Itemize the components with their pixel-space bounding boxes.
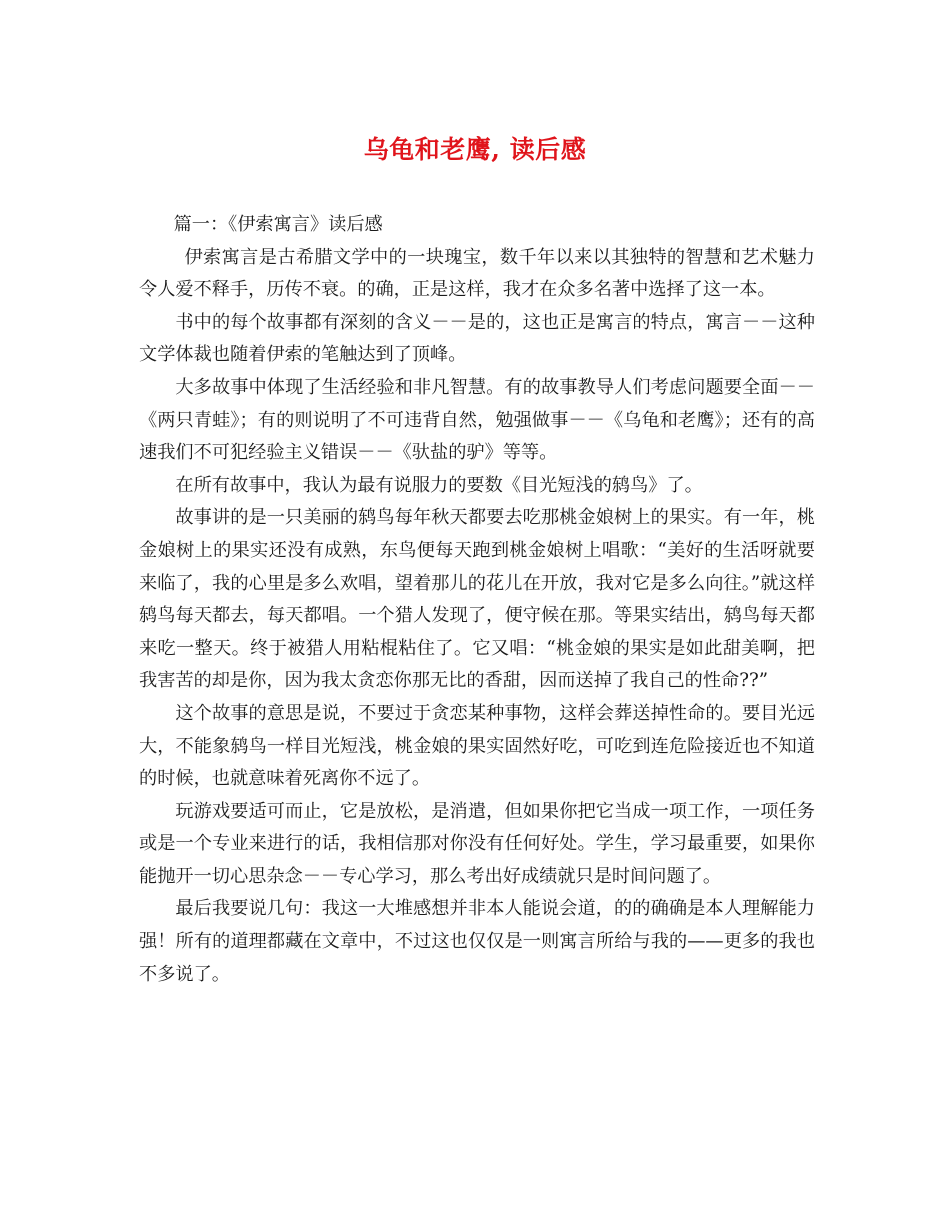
paragraph-1: 伊索寓言是古希腊文学中的一块瑰宝，数千年以来以其独特的智慧和艺术魅力令人爱不释手，历传不衰。的确，正是这样，我才在众多名著中选择了这一本。 (139, 246, 815, 301)
paragraph-8: 最后我要说几句：我这一大堆感想并非本人能说会道，的的确确是本人理解能力强！所有的道理都藏在文章中，不过这也仅仅是一则寓言所给与我的——更多的我也不多说了。 (139, 898, 815, 985)
document-body (139, 209, 815, 991)
paragraph-6: 这个故事的意思是说，不要过于贪恋某种事物，这样会葬送掉性命的。要目光远大，不能象鸫鸟一样目光短浅，桃金娘的果实固然好吃，可吃到连危险接近也不知道的时候，也就意味着死离你不远了。 (139, 702, 815, 790)
paragraph-5: 故事讲的是一只美丽的鸫鸟每年秋天都要去吃那桃金娘树上的果实。有一年，桃金娘树上的果实还没有成熟，东鸟便每天跑到桃金娘树上唱歌：“美好的生活呀就要来临了，我的心里是多么欢唱，望着那儿的花儿在开放，我对它是多么向往。”就这样鸫鸟每天都去，每天都唱。一个猎人发现了，便守候在那。等果实结出，鸫鸟每天都来吃一整天。终于被猎人用粘棍粘住了。它又唱：“桃金娘的果实是如此甜美啊，把我害苦的却是你，因为我太贪恋你那无比的香甜，因而送掉了我自己的性命??” (139, 507, 815, 692)
paragraph-4: 在所有故事中，我认为最有说服力的要数《目光短浅的鸫鸟》了。 (175, 474, 703, 496)
paragraph-7: 玩游戏要适可而止，它是放松，是消遣，但如果你把它当成一项工作，一项任务或是一个专业来进行的话，我相信那对你没有任何好处。学生，学习最重要，如果你能抛开一切心思杂念－－专心学习，那么考出好成绩就只是时间问题了。 (139, 800, 815, 887)
paragraph-3: 大多故事中体现了生活经验和非凡智慧。有的故事教导人们考虑问题要全面－－《两只青蛙》；有的则说明了不可违背自然，勉强做事－－《乌龟和老鹰》；还有的高速我们不可犯经验主义错误－－《驮盐的驴》等等。 (139, 376, 815, 464)
document-title: 乌龟和老鹰, 读后感 (363, 135, 587, 164)
paragraph-2: 书中的每个故事都有深刻的含义－－是的，这也正是寓言的特点，寓言－－这种文学体裁也随着伊索的笔触达到了顶峰。 (139, 311, 815, 366)
section-heading: 篇一：《伊索寓言》读后感 (173, 214, 383, 235)
